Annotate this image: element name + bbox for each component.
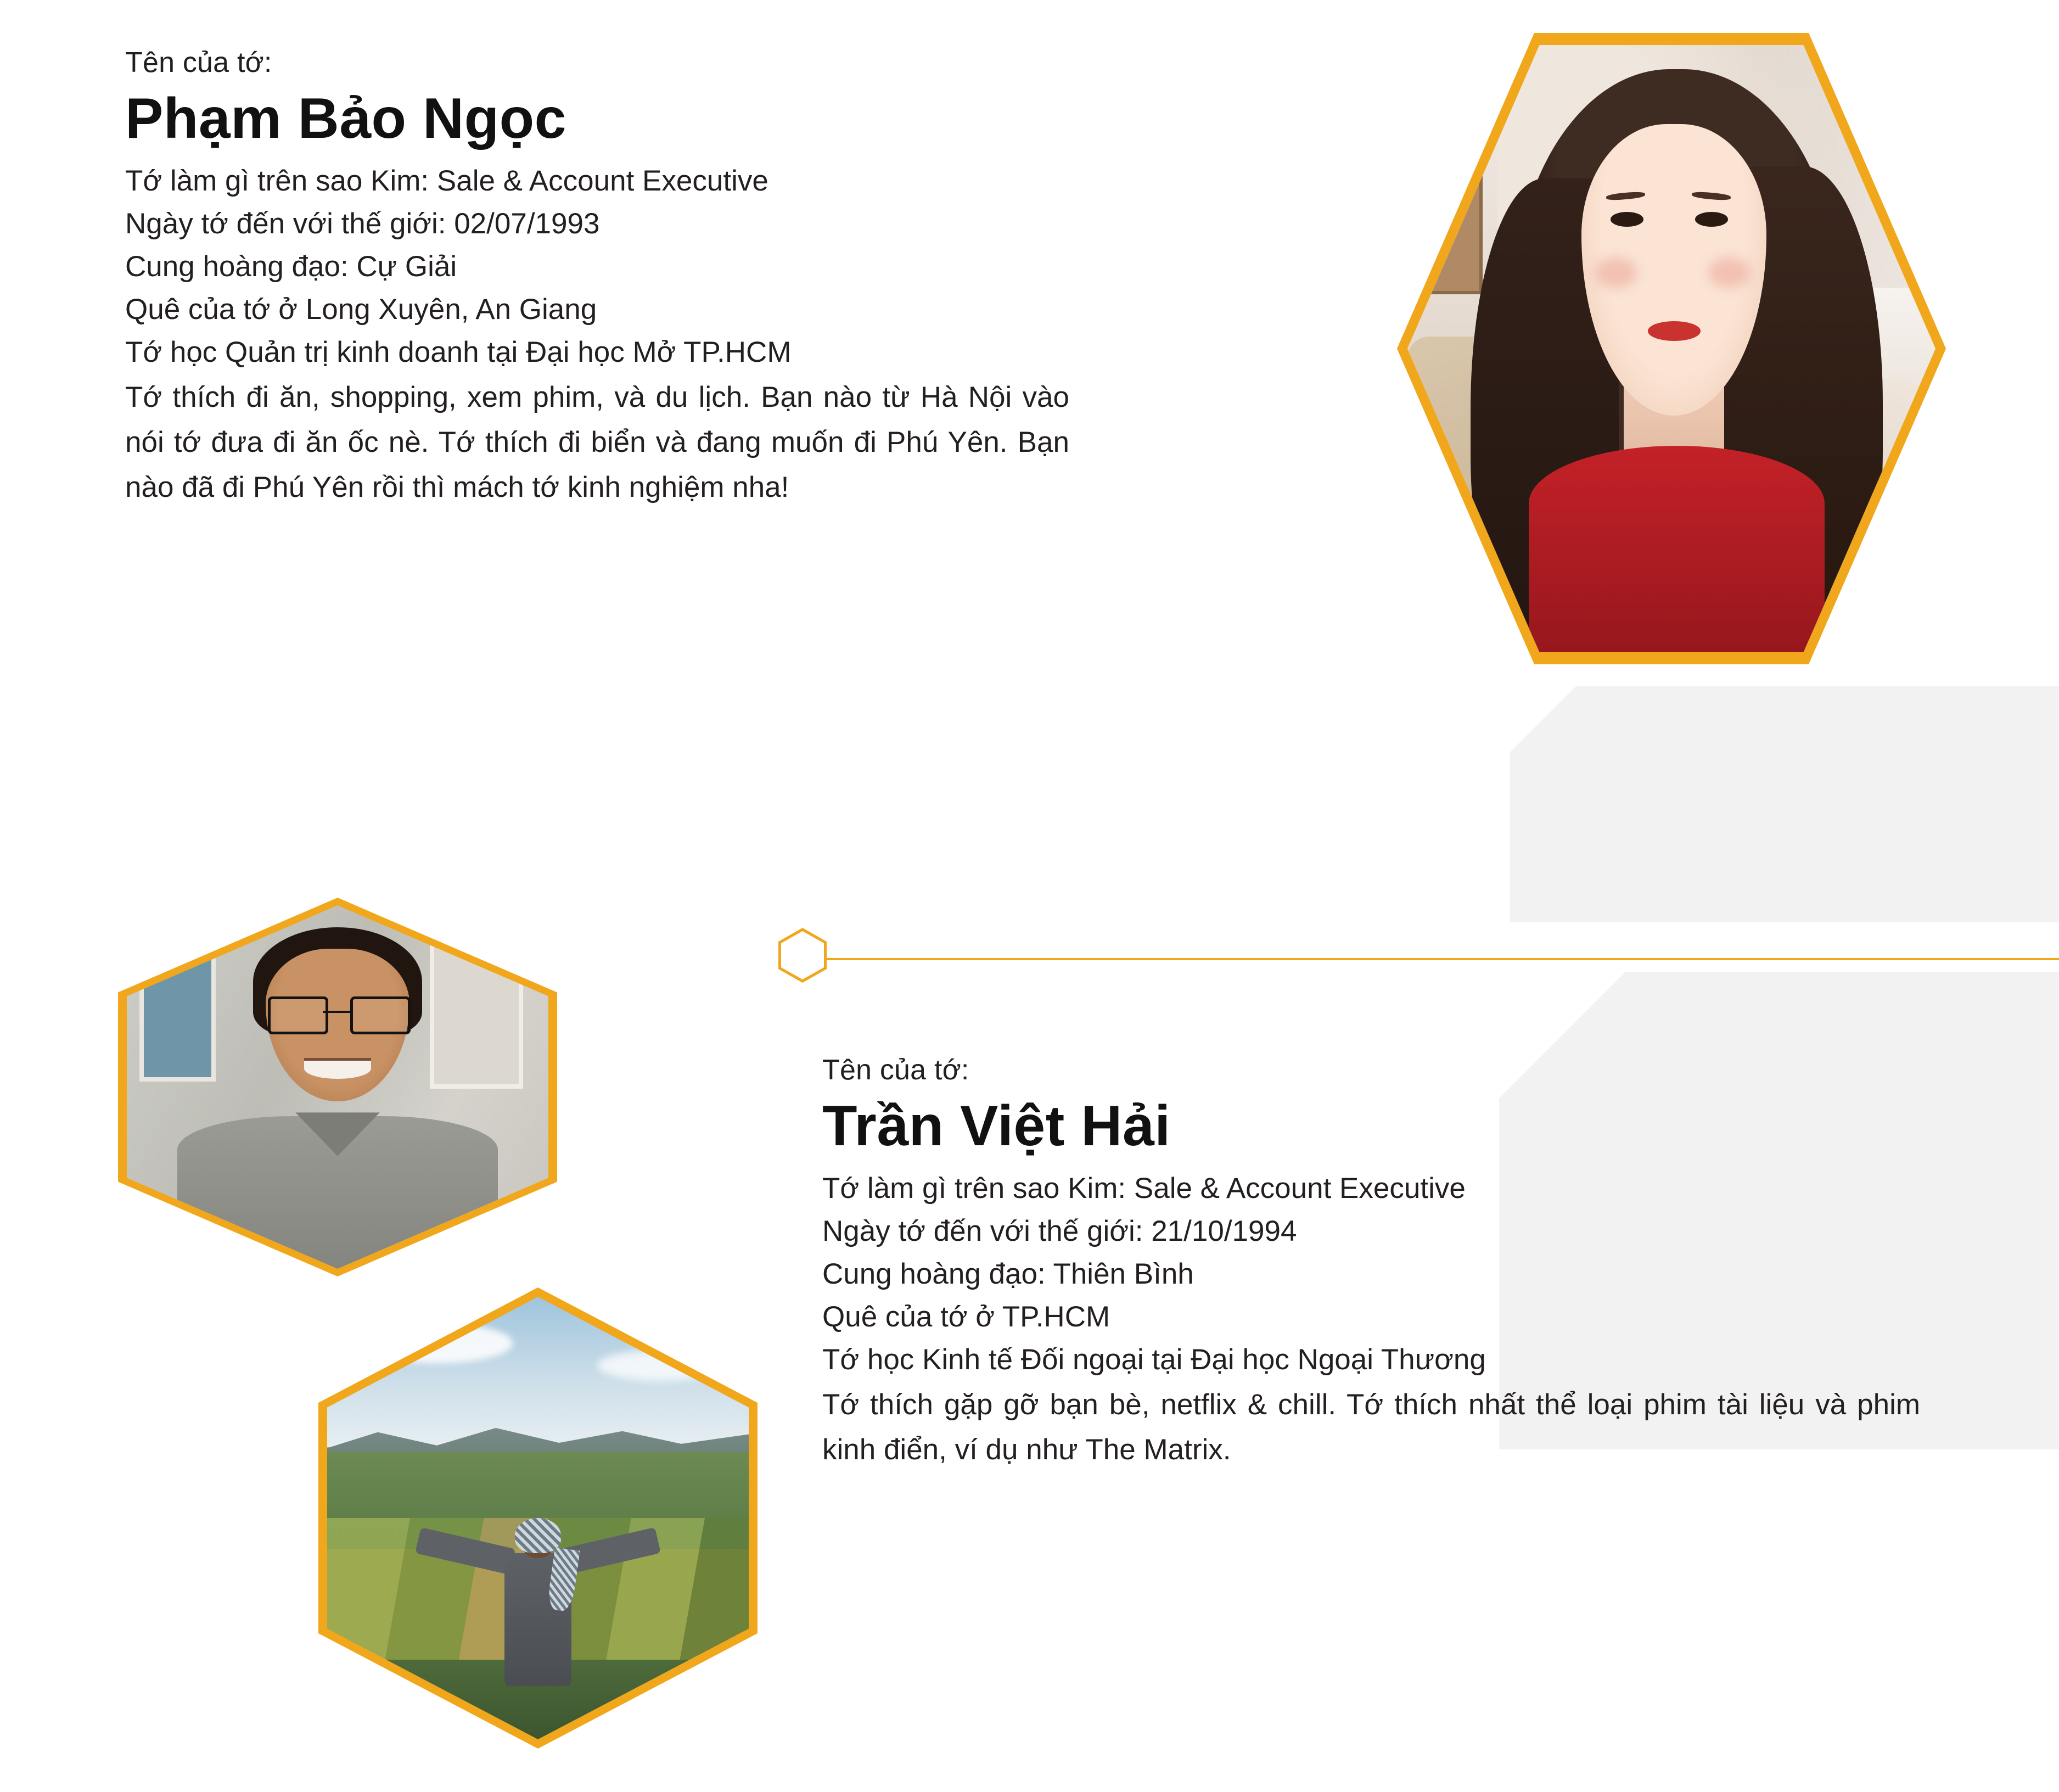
portrait-photo [127,905,548,1269]
zodiac-line: Cung hoàng đạo: Thiên Bình [822,1258,1194,1291]
portrait-photo [1407,45,1935,652]
person-name: Trần Việt Hải [822,1094,1171,1158]
education-line: Tớ học Kinh tế Đối ngoại tại Đại học Ngoại Thương [822,1343,1486,1376]
decorative-grey-panel-top [1510,686,2059,922]
person-name: Phạm Bảo Ngọc [125,86,566,150]
hometown-line: Quê của tớ ở Long Xuyên, An Giang [125,293,597,326]
name-label: Tên của tớ: [125,47,272,79]
avatar-pham-bao-ngoc [1397,33,1946,664]
role-line: Tớ làm gì trên sao Kim: Sale & Account Executive [822,1172,1466,1205]
profile-card-tran-viet-hai [822,1051,1920,1472]
section-divider-line [823,958,2059,960]
role-line: Tớ làm gì trên sao Kim: Sale & Account Executive [125,165,768,198]
hometown-line: Quê của tớ ở TP.HCM [822,1301,1110,1334]
scenery-photo [327,1297,749,1739]
profile-card-pham-bao-ngoc [125,44,1300,510]
photo-tran-viet-hai-mountain [318,1287,758,1749]
zodiac-line: Cung hoàng đạo: Cự Giải [125,250,457,283]
bio-text: Tớ thích gặp gỡ bạn bè, netflix & chill. Tớ thích nhất thể loại phim tài liệu và phim kinh điển, ví dụ như The Matrix. [822,1388,1920,1466]
birthdate-line: Ngày tớ đến với thế giới: 02/07/1993 [125,208,600,240]
hexagon-node-icon [778,928,827,983]
name-label: Tên của tớ: [822,1054,969,1086]
birthdate-line: Ngày tớ đến với thế giới: 21/10/1994 [822,1215,1297,1248]
avatar-tran-viet-hai [118,898,557,1276]
bio-text: Tớ thích đi ăn, shopping, xem phim, và du lịch. Bạn nào từ Hà Nội vào nói tớ đưa đi ăn ốc nè. Tớ thích đi biển và đang muốn đi Phú Yên. Bạn nào đã đi Phú Yên rồi thì mách tớ kinh nghiệm nha! [125,380,1069,504]
education-line: Tớ học Quản trị kinh doanh tại Đại học Mở TP.HCM [125,335,792,368]
